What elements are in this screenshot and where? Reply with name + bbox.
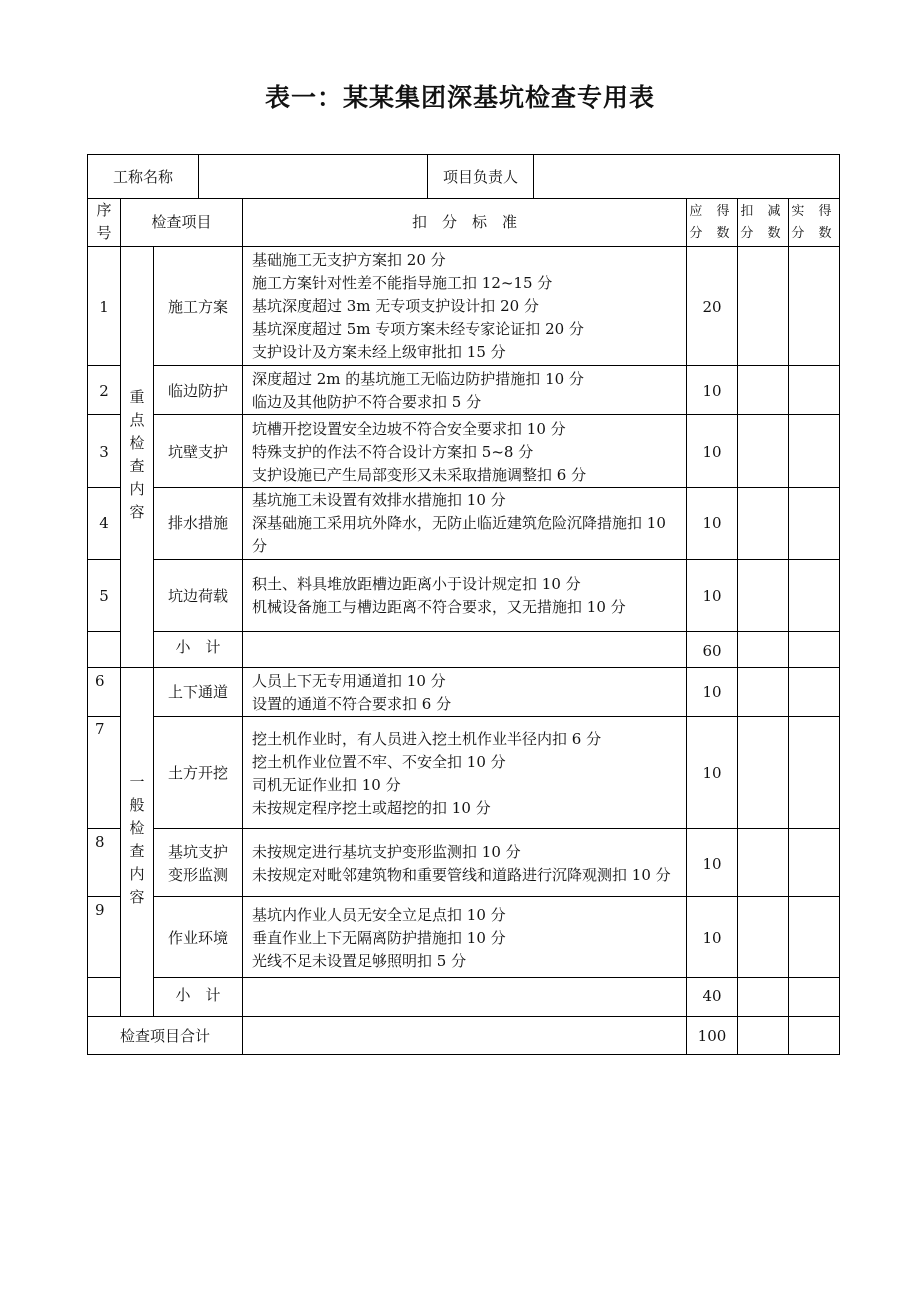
row-standard: 基坑深度超过 3m 无专项支护设计扣 20 分 bbox=[252, 297, 539, 315]
row-standard: 积土、料具堆放距槽边距离小于设计规定扣 10 分 bbox=[252, 575, 581, 593]
subtotal-label: 小 计 bbox=[175, 638, 221, 656]
row-seq: 9 bbox=[95, 901, 105, 919]
col-seq-line1: 序 bbox=[96, 201, 112, 219]
row-standard: 光线不足未设置足够照明扣 5 分 bbox=[252, 952, 467, 970]
row-standard: 坑槽开挖设置安全边坡不符合安全要求扣 10 分 bbox=[252, 420, 566, 438]
row-score: 10 bbox=[702, 514, 722, 532]
group-general-label: 一 般 检 查 内 容 bbox=[129, 773, 145, 906]
total-score: 100 bbox=[697, 1027, 727, 1045]
row-seq: 2 bbox=[99, 382, 109, 400]
row-standard: 分 bbox=[252, 537, 268, 555]
row-item: 基坑支护 bbox=[167, 843, 228, 861]
row-item: 作业环境 bbox=[167, 929, 228, 947]
row-seq: 6 bbox=[95, 672, 105, 690]
total-label: 检查项目合计 bbox=[119, 1027, 210, 1045]
row-score: 10 bbox=[702, 443, 722, 461]
group-key-label: 重 点 检 查 内 容 bbox=[129, 388, 145, 521]
row-standard: 人员上下无专用通道扣 10 分 bbox=[252, 672, 446, 690]
project-name-label: 工称名称 bbox=[112, 168, 173, 186]
row-item: 坑边荷载 bbox=[167, 587, 228, 605]
row-standard: 挖土机作业位置不牢、不安全扣 10 分 bbox=[252, 753, 506, 771]
row-standard: 机械设备施工与槽边距离不符合要求，又无措施扣 10 分 bbox=[252, 598, 626, 616]
row-item: 土方开挖 bbox=[167, 764, 228, 782]
row-seq: 8 bbox=[95, 833, 105, 851]
row-score: 10 bbox=[702, 855, 722, 873]
row-standard: 垂直作业上下无隔离防护措施扣 10 分 bbox=[252, 929, 506, 947]
row-score: 10 bbox=[702, 683, 722, 701]
row-standard: 特殊支护的作法不符合设计方案扣 5~8 分 bbox=[252, 443, 534, 461]
row-item: 施工方案 bbox=[167, 298, 228, 316]
row-standard: 支护设施已产生局部变形又未采取措施调整扣 6 分 bbox=[252, 466, 587, 484]
row-standard: 基坑深度超过 5m 专项方案未经专家论证扣 20 分 bbox=[252, 320, 584, 338]
row-standard: 临边及其他防护不符合要求扣 5 分 bbox=[252, 393, 482, 411]
col-deduct-line1: 扣 减 bbox=[740, 204, 786, 219]
row-score: 10 bbox=[702, 382, 722, 400]
col-full-line1: 应 得 bbox=[689, 204, 735, 219]
row-standard: 施工方案针对性差不能指导施工扣 12~15 分 bbox=[252, 274, 553, 292]
row-score: 10 bbox=[702, 764, 722, 782]
row-standard: 深度超过 2m 的基坑施工无临边防护措施扣 10 分 bbox=[252, 370, 584, 388]
subtotal-score: 60 bbox=[702, 642, 722, 660]
col-actual-line1: 实 得 bbox=[791, 204, 837, 219]
row-standard: 未按规定进行基坑支护变形监测扣 10 分 bbox=[252, 843, 521, 861]
row-item: 临边防护 bbox=[167, 382, 228, 400]
row-seq: 4 bbox=[99, 514, 109, 532]
subtotal-score: 40 bbox=[702, 987, 722, 1005]
row-score: 10 bbox=[702, 929, 722, 947]
row-score: 10 bbox=[702, 587, 722, 605]
row-item: 排水措施 bbox=[167, 514, 228, 532]
subtotal-label: 小 计 bbox=[175, 986, 221, 1004]
row-standard: 基坑内作业人员无安全立足点扣 10 分 bbox=[252, 906, 506, 924]
row-standard: 司机无证作业扣 10 分 bbox=[252, 776, 401, 794]
row-standard: 基坑施工未设置有效排水措施扣 10 分 bbox=[252, 491, 506, 509]
row-item: 坑壁支护 bbox=[167, 443, 228, 461]
row-seq: 1 bbox=[99, 298, 109, 316]
row-standard: 未按规定程序挖土或超挖的扣 10 分 bbox=[252, 799, 491, 817]
col-deduct-line2: 分 数 bbox=[740, 226, 786, 241]
row-standard: 设置的通道不符合要求扣 6 分 bbox=[252, 695, 452, 713]
row-standard: 未按规定对毗邻建筑物和重要管线和道路进行沉降观测扣 10 分 bbox=[252, 866, 671, 884]
col-item: 检查项目 bbox=[151, 213, 212, 231]
row-seq: 7 bbox=[95, 720, 105, 738]
row-standard: 深基础施工采用坑外降水，无防止临近建筑危险沉降措施扣 10 bbox=[252, 514, 666, 532]
col-standard: 扣 分 标 准 bbox=[411, 213, 517, 231]
row-item: 上下通道 bbox=[167, 683, 228, 701]
page-title: 表一：某某集团深基坑检查专用表 bbox=[264, 83, 655, 112]
row-seq: 3 bbox=[99, 443, 109, 461]
col-actual-line2: 分 数 bbox=[791, 226, 837, 241]
row-standard: 挖土机作业时，有人员进入挖土机作业半径内扣 6 分 bbox=[252, 730, 602, 748]
row-seq: 5 bbox=[99, 587, 109, 605]
col-seq-line2: 号 bbox=[96, 224, 112, 242]
row-standard: 基础施工无支护方案扣 20 分 bbox=[252, 251, 446, 269]
row-score: 20 bbox=[702, 298, 722, 316]
col-full-line2: 分 数 bbox=[689, 226, 735, 241]
row-item: 变形监测 bbox=[167, 866, 228, 884]
row-standard: 支护设计及方案未经上级审批扣 15 分 bbox=[252, 343, 506, 361]
manager-label: 项目负责人 bbox=[442, 168, 518, 186]
